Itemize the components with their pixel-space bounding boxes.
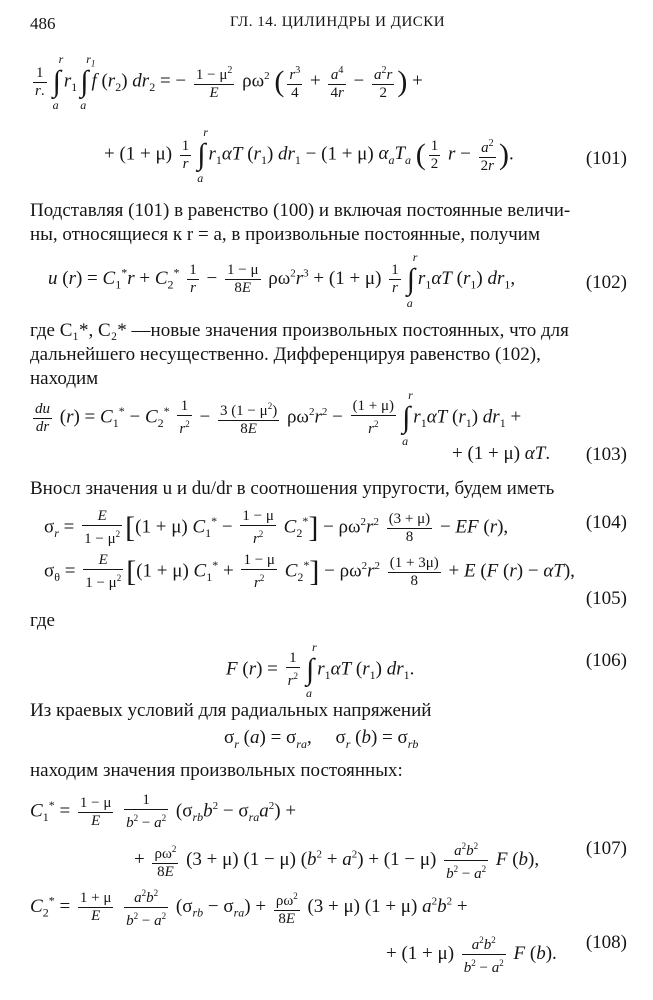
running-title: ГЛ. 14. ЦИЛИНДРЫ И ДИСКИ xyxy=(230,14,446,30)
equation-number-103: (103) xyxy=(585,444,627,465)
paragraph-1-line2: ны, относящиеся к r = a, в произвольные постоянные, получим xyxy=(30,224,540,245)
equation-101-line2: + (1 + μ) $\frac{1}{r}$ ∫ r a $r_1\alpha T$ $(r_1) dr_1 - (1 + \mu)$ $\alpha_aT_a$ ( $\frac{1}{2}$ r − $\frac{a^2}{2r}$ ). xyxy=(104,125,514,185)
paragraph-4-line1: Из краевых условий для радиальных напряжений xyxy=(30,700,432,721)
paragraph-1-line1: Подставляя (101) в равенство (100) и включая постоянные величи- xyxy=(30,200,571,221)
equation-number-106: (106) xyxy=(585,650,627,671)
where-word: где xyxy=(30,610,55,631)
boundary-conditions: $\sigma_r$ $(a) = \sigma_{ra}$, $\sigma_r$ $(b) = \sigma_{rb}$ xyxy=(224,727,419,751)
equation-106: F (r) = $\frac{1}{r^2}$ ∫ r a $r_1\alpha T$ $(r_1)$ $dr_1$. xyxy=(226,640,415,700)
equation-number-107: (107) xyxy=(585,838,627,859)
equation-104: $\sigma_r$ = $\frac{E}{1 - \mu^2}$ [(1 + μ) $C_1^*$ − $\frac{1 - \mu}{r^2}$ $C_2^*] - \rho\omega^2r^2$ $\frac{(3 + \mu)}{8}$ − EF (r), xyxy=(44,508,509,547)
paragraph-2-line1: где C₁*, C₂* —новые значения произвольных постоянных, что для xyxy=(30,320,569,341)
equation-number-101: (101) xyxy=(585,148,627,169)
equation-number-102: (102) xyxy=(585,272,627,293)
equation-108-line2: + (1 + μ) $\frac{a^2b^2}{b^2 - a^2}$ F (b). xyxy=(386,932,557,977)
equation-number-105: (105) xyxy=(585,588,627,609)
paragraph-2-line3: находим xyxy=(30,368,99,389)
equation-102: u $(r) = C_1^*r + C_2^*$ $\frac{1}{r}$ − $\frac{1 - \mu}{8E}$ $\rho\omega^2r^3 + (1 + \mu)$ $\frac{1}{r}$ ∫ r a $r_1\alpha T$ $(r_1)$ $dr_1$, xyxy=(48,249,516,310)
page-number: 486 xyxy=(30,14,56,33)
paragraph-3-line1: Вносл значения u и du/dr в соотношения упругости, будем иметь xyxy=(30,478,555,499)
equation-107-line2: + $\frac{\rho\omega^2}{8E}$ (3 + μ) (1 − μ) $(b^2 + a^2) + (1 - \mu)$ $\frac{a^2b^2}{b^2 - a^2}$ F (b), xyxy=(134,838,539,883)
equation-103-line1: $\frac{du}{dr}$ $(r) = C_1^* - C_2^*$ $\frac{1}{r^2}$ − $\frac{3 (1 - \mu^2)}{8E}$ $\rho\omega^2r^2$ − $\frac{(1 + \mu)}{r^2}$ ∫ r a $r_1\alpha T$ $(r_1) dr_1$ + xyxy=(35,388,522,448)
equation-108-line1: $C_2^*$ = $\frac{1 + \mu}{E}$ $\frac{a^2b^2}{b^2 - a^2}$ $(\sigma_{rb} - \sigma_{ra})$ + $\frac{\rho\omega^2}{8E}$ (3 + μ) (1 + μ) $a^2b^2$ + xyxy=(30,885,468,930)
equation-number-104: (104) xyxy=(585,512,627,533)
equation-103-line2: + (1 + μ) αT. xyxy=(452,443,551,464)
equation-107-line1: $C_1^*$ = $\frac{1 - \mu}{E}$ $\frac{1}{b^2 - a^2}$ $(\sigma_{rb}b^2 - \sigma_{ra}a^2)$ + xyxy=(30,792,297,831)
equation-number-108: (108) xyxy=(585,932,627,953)
equation-101-line1: $\frac{1}{r.}$ ∫ r a $r_1$ ∫ $r_1$ a f $(r_2) dr_2$ = − $\frac{1 - \mu^2}{E}$ $\rho\omega^2$ ( $\frac{r^3}{4}$ + $\frac{a^4}{4r}$ − $\frac{a^2r}{2}$ ) + xyxy=(35,52,423,112)
paragraph-5-line1: находим значения произвольных постоянных: xyxy=(30,760,403,781)
equation-105: $\sigma_\theta$ = $\frac{E}{1 - \mu^2}$ [(1 + μ) $C_1^*$ + $\frac{1 - \mu}{r^2}$ $C_2^*] - \rho\omega^2r^2$ $\frac{(1 + 3\mu)}{8}$ + E (F (r) − αT), xyxy=(44,552,575,591)
paragraph-2-line2: дальнейшего несущественно. Дифференцируя равенство (102), xyxy=(30,344,541,365)
